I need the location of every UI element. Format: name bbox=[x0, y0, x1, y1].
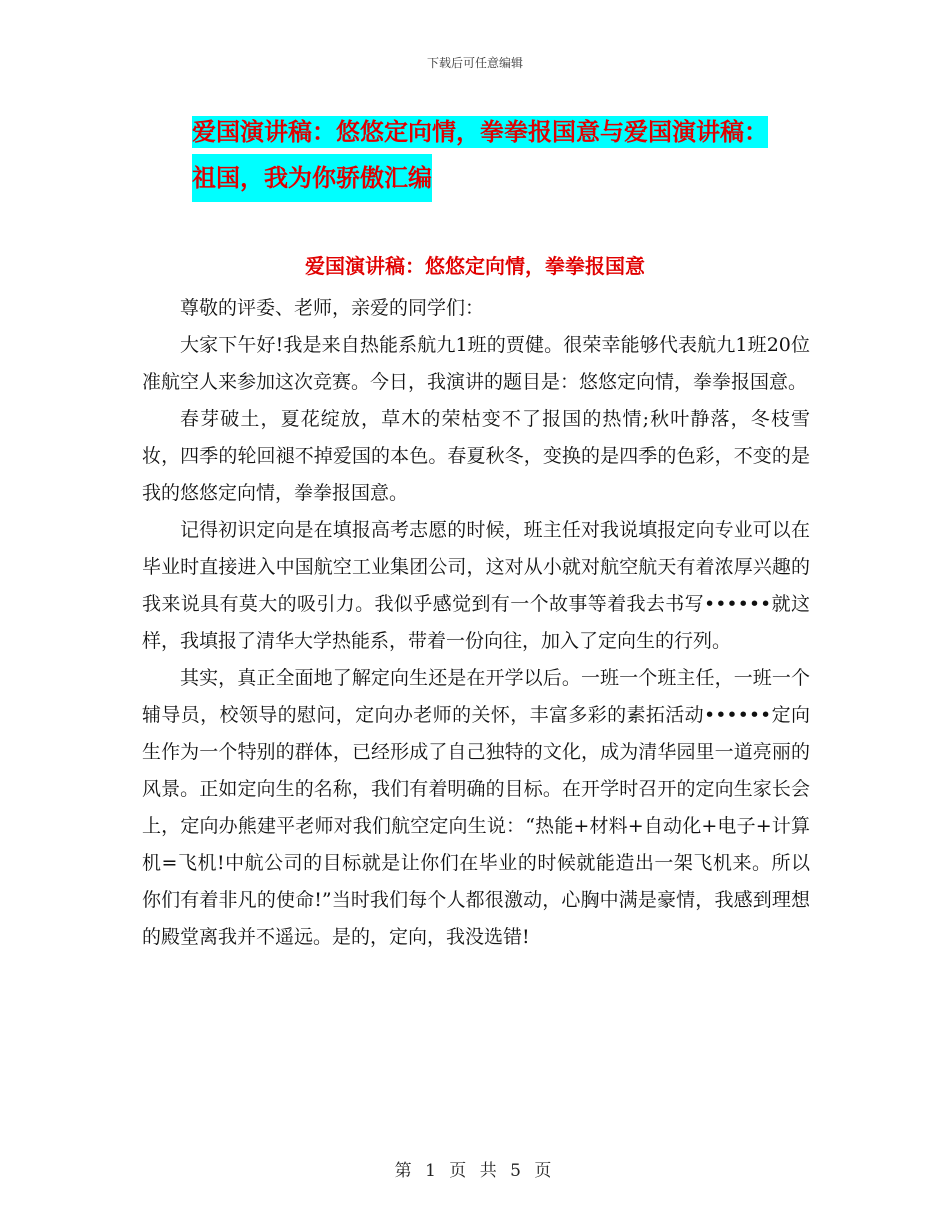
paragraph-salutation: 尊敬的评委、老师，亲爱的同学们： bbox=[180, 297, 485, 319]
paragraph: 大家下午好!我是来自热能系航九1班的贾健。很荣幸能够代表航九1班20位准航空人来参加这次竞赛。今日，我演讲的题目是：悠悠定向情，拳拳报国意。 bbox=[142, 334, 810, 393]
paragraph: 记得初识定向是在填报高考志愿的时候，班主任对我说填报定向专业可以在毕业时直接进入中国航空工业集团公司，这对从小就对航空航天有着浓厚兴趣的我来说具有莫大的吸引力。我似乎感觉到有一个故事等着我去书写••••••就这样，我填报了清华大学热能系，带着一份向往，加入了定向生的行列。 bbox=[142, 519, 810, 652]
page-footer: 第 1 页 共 5 页 bbox=[394, 1161, 556, 1181]
body-text bbox=[142, 290, 810, 956]
paragraph: 其实，真正全面地了解定向生还是在开学以后。一班一个班主任，一班一个辅导员，校领导的慰问，定向办老师的关怀，丰富多彩的素拓活动••••••定向生作为一个特别的群体，已经形成了自己独特的文化，成为清华园里一道亮丽的风景。正如定向生的名称，我们有着明确的目标。在开学时召开的定向生家长会上，定向办熊建平老师对我们航空定向生说：“热能+材料+自动化+电子+计算机=飞机!中航公司的目标就是让你们在毕业的时候就能造出一架飞机来。所以你们有着非凡的使命!”当时我们每个人都很激动，心胸中满是豪情，我感到理想的殿堂离我并不遥远。是的，定向，我没选错! bbox=[142, 667, 810, 948]
header-note: 下载后可任意编辑 bbox=[426, 56, 523, 70]
section-title: 爱国演讲稿：悠悠定向情，拳拳报国意 bbox=[305, 254, 645, 278]
document-title bbox=[192, 110, 842, 202]
document-title-line1: 爱国演讲稿：悠悠定向情，拳拳报国意与爱国演讲稿： bbox=[192, 118, 768, 146]
paragraph: 春芽破土，夏花绽放，草木的荣枯变不了报国的热情;秋叶静落，冬枝雪妆，四季的轮回褪不掉爱国的本色。春夏秋冬，变换的是四季的色彩，不变的是我的悠悠定向情，拳拳报国意。 bbox=[142, 408, 810, 504]
document-title-line2: 祖国，我为你骄傲汇编 bbox=[192, 154, 432, 202]
